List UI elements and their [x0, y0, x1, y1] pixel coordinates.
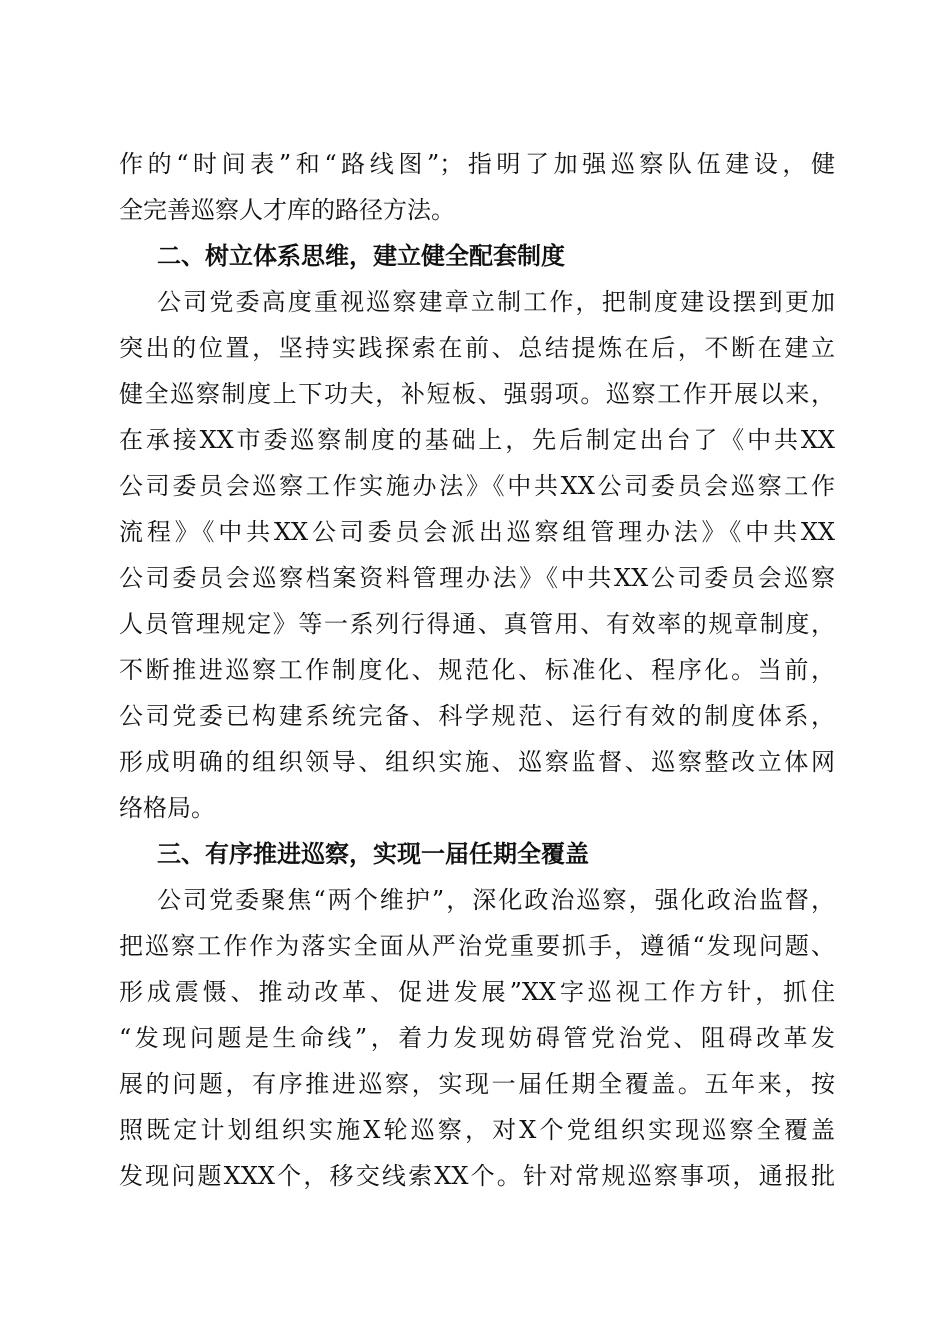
- paragraph-line: 公司党委聚焦“两个维护”，深化政治巡察，强化政治监督，: [157, 886, 835, 914]
- paragraph-line: 络格局。: [119, 794, 215, 822]
- paragraph-line: 公司党委高度重视巡察建章立制工作，把制度建设摆到更加: [157, 288, 835, 316]
- paragraph-line: 公司党委已构建系统完备、科学规范、运行有效的制度体系，: [119, 702, 835, 730]
- paragraph-line: 形成震慑、推动改革、促进发展”XX字巡视工作方针，抓住: [119, 978, 835, 1006]
- paragraph-line: 发现问题XXX个，移交线索XX个。针对常规巡察事项，通报批: [119, 1162, 835, 1190]
- paragraph-line: 把巡察工作作为落实全面从严治党重要抓手，遵循“发现问题、: [119, 932, 835, 960]
- paragraph-line: 突出的位置，坚持实践探索在前、总结提炼在后，不断在建立: [119, 334, 835, 362]
- paragraph-line: “发现问题是生命线”，着力发现妨碍管党治党、阻碍改革发: [119, 1024, 835, 1052]
- paragraph-line: 作的“时间表”和“路线图”；指明了加强巡察队伍建设，健: [119, 150, 835, 178]
- paragraph-line: 全完善巡察人才库的路径方法。: [119, 196, 455, 224]
- paragraph-line: 公司委员会巡察工作实施办法》《中共XX公司委员会巡察工作: [119, 472, 835, 500]
- paragraph-line: 健全巡察制度上下功夫，补短板、强弱项。巡察工作开展以来，: [119, 380, 835, 408]
- paragraph-line: 不断推进巡察工作制度化、规范化、标准化、程序化。当前，: [119, 656, 835, 684]
- paragraph-line: 形成明确的组织领导、组织实施、巡察监督、巡察整改立体网: [119, 748, 835, 776]
- paragraph-line: 在承接XX市委巡察制度的基础上，先后制定出台了《中共XX: [119, 426, 835, 454]
- paragraph-line: 人员管理规定》等一系列行得通、真管用、有效率的规章制度，: [119, 610, 835, 638]
- document-body: [119, 141, 835, 1199]
- paragraph-line: 展的问题，有序推进巡察，实现一届任期全覆盖。五年来，按: [119, 1070, 835, 1098]
- paragraph-line: 流程》《中共XX公司委员会派出巡察组管理办法》《中共XX: [119, 518, 835, 546]
- paragraph-line: 照既定计划组织实施X轮巡察，对X个党组织实现巡察全覆盖: [119, 1116, 835, 1144]
- section-heading-2: 二、树立体系思维，建立健全配套制度: [157, 242, 565, 270]
- paragraph-line: 公司委员会巡察档案资料管理办法》《中共XX公司委员会巡察: [119, 564, 835, 592]
- section-heading-3: 三、有序推进巡察，实现一届任期全覆盖: [157, 840, 589, 868]
